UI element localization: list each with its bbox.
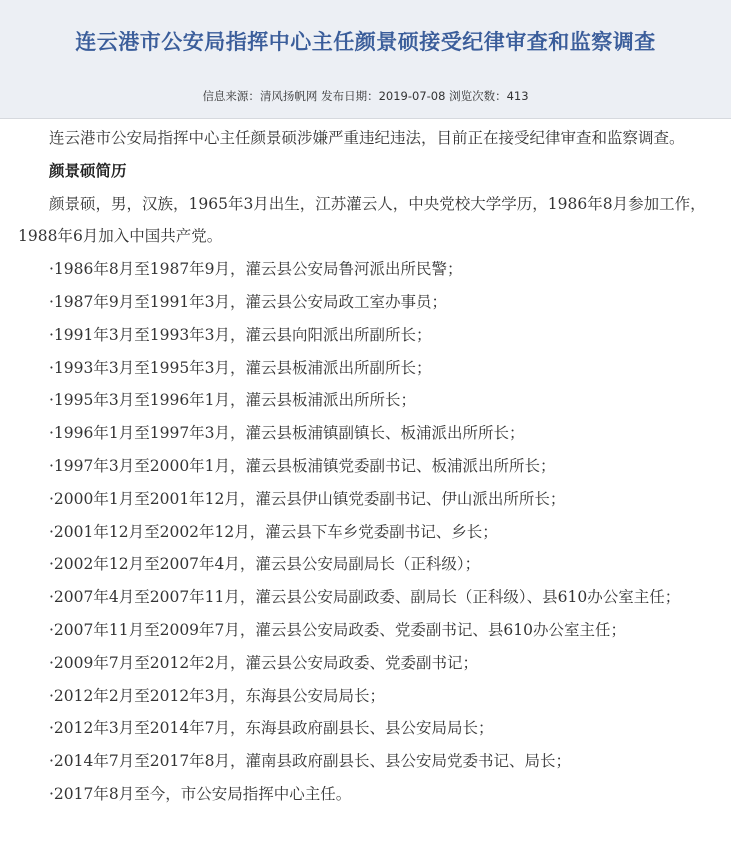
views-label: 浏览次数：: [449, 89, 507, 103]
date-label: 发布日期：: [321, 89, 379, 103]
article-title: 连云港市公安局指挥中心主任颜景硕接受纪律审查和监察调查: [75, 29, 656, 54]
career-item: ·2012年3月至2014年7月，东海县政府副县长、县公安局局长；: [49, 719, 494, 738]
career-item: ·1987年9月至1991年3月，灌云县公安局政工室办事员；: [49, 292, 448, 311]
career-item: ·2002年12月至2007年4月，灌云县公安局副局长（正科级）；: [49, 555, 481, 574]
career-item: ·2014年7月至2017年8月，灌南县政府副县长、县公安局党委书记、局长；: [49, 752, 572, 771]
lead-paragraph: 连云港市公安局指挥中心主任颜景硕涉嫌严重违纪违法，目前正在接受纪律审查和监察调查。: [49, 129, 685, 147]
career-item: ·1995年3月至1996年1月，灌云县板浦派出所所长；: [49, 391, 417, 410]
career-item: ·1986年8月至1987年9月，灌云县公安局鲁河派出所民警；: [49, 260, 463, 279]
views-count: 413: [506, 89, 529, 103]
article-meta: [0, 88, 731, 104]
career-item: ·1996年1月至1997年3月，灌云县板浦镇副镇长、板浦派出所所长；: [49, 424, 525, 443]
career-item: ·2000年1月至2001年12月，灌云县伊山镇党委副书记、伊山派出所所长；: [49, 489, 566, 508]
career-item: ·2009年7月至2012年2月，灌云县公安局政委、党委副书记；: [49, 653, 479, 672]
career-item: ·2007年11月至2009年7月，灌云县公安局政委、党委副书记、县610办公室主任；: [49, 620, 626, 639]
source-value: 清风扬帆网: [259, 89, 318, 103]
article-body: [0, 122, 731, 811]
article-header: [0, 0, 731, 119]
career-item: ·1997年3月至2000年1月，灌云县板浦镇党委副书记、板浦派出所所长；: [49, 456, 556, 475]
career-item: ·1991年3月至1993年3月，灌云县向阳派出所副所长；: [49, 325, 432, 344]
career-item: ·2017年8月至今，市公安局指挥中心主任。: [49, 784, 352, 803]
career-item: ·2001年12月至2002年12月，灌云县下车乡党委副书记、乡长；: [49, 522, 498, 541]
bio-intro: 颜景硕，男，汉族，1965年3月出生，江苏灌云人，中央党校大学学历，1986年8月参加工作，1988年6月加入中国共产党。: [18, 194, 706, 246]
career-item: ·1993年3月至1995年3月，灌云县板浦派出所副所长；: [49, 358, 432, 377]
career-item: ·2007年4月至2007年11月，灌云县公安局副政委、副局长（正科级）、县610办公室主任；: [49, 588, 681, 607]
bio-heading: 颜景硕简历: [49, 160, 127, 180]
date-value: 2019-07-08: [378, 89, 446, 103]
source-label: 信息来源：: [202, 89, 260, 103]
career-list: [18, 253, 719, 811]
career-item: ·2012年2月至2012年3月，东海县公安局局长；: [49, 686, 386, 705]
